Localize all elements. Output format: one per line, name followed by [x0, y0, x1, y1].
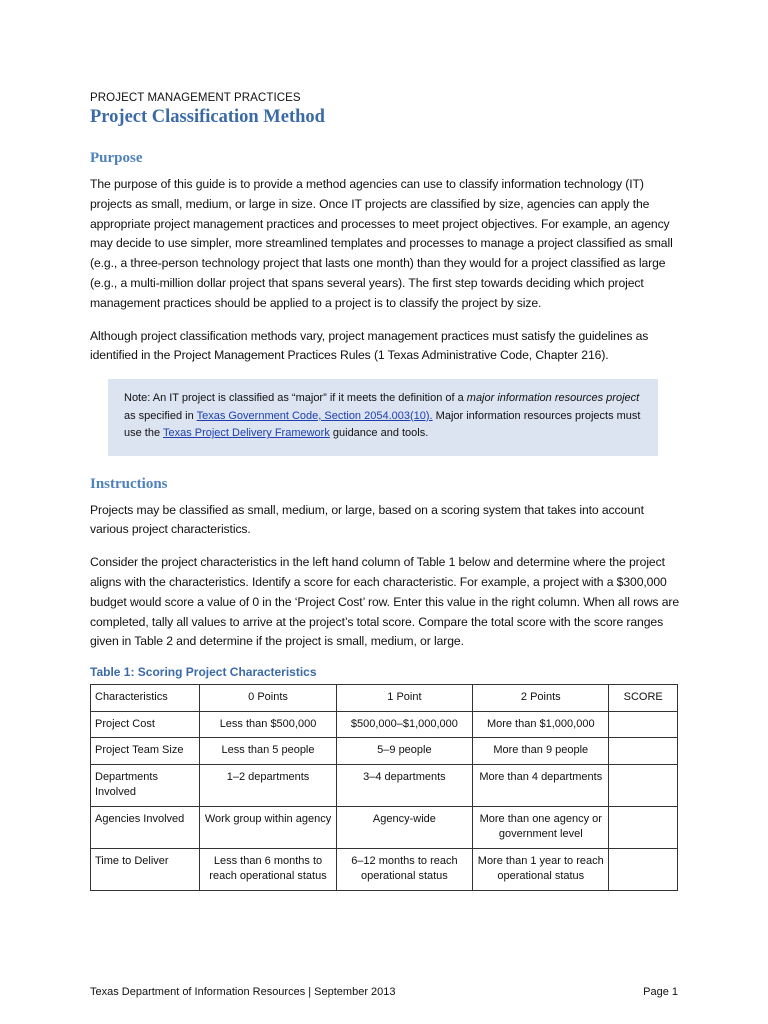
table-caption: Table 1: Scoring Project Characteristics	[90, 665, 317, 680]
table-row	[91, 848, 678, 890]
purpose-heading: Purpose	[90, 150, 143, 166]
purpose-paragraph-1: The purpose of this guide is to provide a method agencies can use to classify information technology (IT) projects as small, medium, or large in size. Once IT projects are classified by size, agencies can apply the appropriate project management practices and processes to meet project objectives. For example, an agency may decide to use simpler, more streamlined templates and processes to manage a project classified as small (e.g., a three-person technology project that lasts one month) than they would for a project classified as large (e.g., a multi-million dollar project that spans several years). The first step towards deciding which project management practices should be applied to a project is to classify the project by size.	[90, 177, 673, 310]
table-row	[91, 711, 678, 738]
score-cell[interactable]	[609, 848, 678, 890]
score-cell[interactable]	[609, 806, 678, 848]
cell-2-points: More than one agency or government level	[473, 806, 609, 848]
cell-0-points: Less than 5 people	[200, 738, 336, 765]
delivery-framework-link[interactable]: Texas Project Delivery Framework	[162, 427, 330, 440]
note-box	[108, 379, 658, 456]
note-text-4: guidance and tools.	[329, 427, 429, 440]
header-0-points: 0 Points	[200, 685, 336, 712]
cell-2-points: More than 1 year to reach operational status	[473, 848, 609, 890]
score-cell[interactable]	[609, 764, 678, 806]
cell-2-points: More than $1,000,000	[473, 711, 609, 738]
cell-0-points: Less than 6 months to reach operational status	[200, 848, 336, 890]
row-label: Project Cost	[91, 711, 200, 738]
row-label: Departments Involved	[91, 764, 200, 806]
scoring-table	[90, 684, 678, 891]
page-number: Page 1	[643, 986, 678, 998]
table-header-row	[91, 685, 678, 712]
note-text-2: as specified in	[124, 409, 197, 422]
cell-1-point: $500,000–$1,000,000	[336, 711, 472, 738]
instructions-heading: Instructions	[90, 475, 168, 492]
cell-0-points: Work group within agency	[200, 806, 336, 848]
score-cell[interactable]	[609, 711, 678, 738]
page-footer	[90, 986, 678, 998]
purpose-paragraph-2: Although project classification methods vary, project management practices must satisfy the guidelines as identified in the Project Management Practices Rules (1 Texas Administrative Code, Chapter 216).	[90, 328, 649, 363]
footer-source: Texas Department of Information Resources | September 2013	[90, 986, 396, 998]
note-italic: major information resources project	[466, 392, 640, 405]
header-characteristics: Characteristics	[91, 685, 200, 712]
instructions-paragraph-1: Projects may be classified as small, medium, or large, based on a scoring system that takes into account various project characteristics.	[90, 502, 644, 537]
cell-0-points: 1–2 departments	[200, 764, 336, 806]
row-label: Project Team Size	[91, 738, 200, 765]
table-row	[91, 764, 678, 806]
gov-code-link[interactable]: Texas Government Code, Section 2054.003(10).	[196, 409, 433, 422]
cell-1-point: 5–9 people	[336, 738, 472, 765]
cell-1-point: Agency-wide	[336, 806, 472, 848]
cell-1-point: 6–12 months to reach operational status	[336, 848, 472, 890]
cell-2-points: More than 9 people	[473, 738, 609, 765]
header-1-point: 1 Point	[336, 685, 472, 712]
instructions-paragraph-2: Consider the project characteristics in the left hand column of Table 1 below and determine where the project aligns with the characteristics. Identify a score for each characteristic. For example, a project with a $300,000 budget would score a value of 0 in the ‘Project Cost’ row. Enter this value in the right column. When all rows are completed, tally all values to arrive at the project’s total score. Compare the total score with the score ranges given in Table 2 and determine if the project is small, medium, or large.	[90, 555, 680, 649]
cell-2-points: More than 4 departments	[473, 764, 609, 806]
header-score: SCORE	[609, 685, 678, 712]
document-page	[90, 92, 680, 891]
table-row	[91, 738, 678, 765]
cell-1-point: 3–4 departments	[336, 764, 472, 806]
note-text-1: Note: An IT project is classified as “major” if it meets the definition of a	[124, 392, 467, 405]
header-2-points: 2 Points	[473, 685, 609, 712]
section-eyebrow: PROJECT MANAGEMENT PRACTICES	[90, 92, 301, 104]
score-cell[interactable]	[609, 738, 678, 765]
row-label: Agencies Involved	[91, 806, 200, 848]
page-title: Project Classification Method	[90, 107, 325, 127]
table-row	[91, 806, 678, 848]
row-label: Time to Deliver	[91, 848, 200, 890]
note-text-3: Major information resources projects must use the	[124, 409, 641, 440]
cell-0-points: Less than $500,000	[200, 711, 336, 738]
